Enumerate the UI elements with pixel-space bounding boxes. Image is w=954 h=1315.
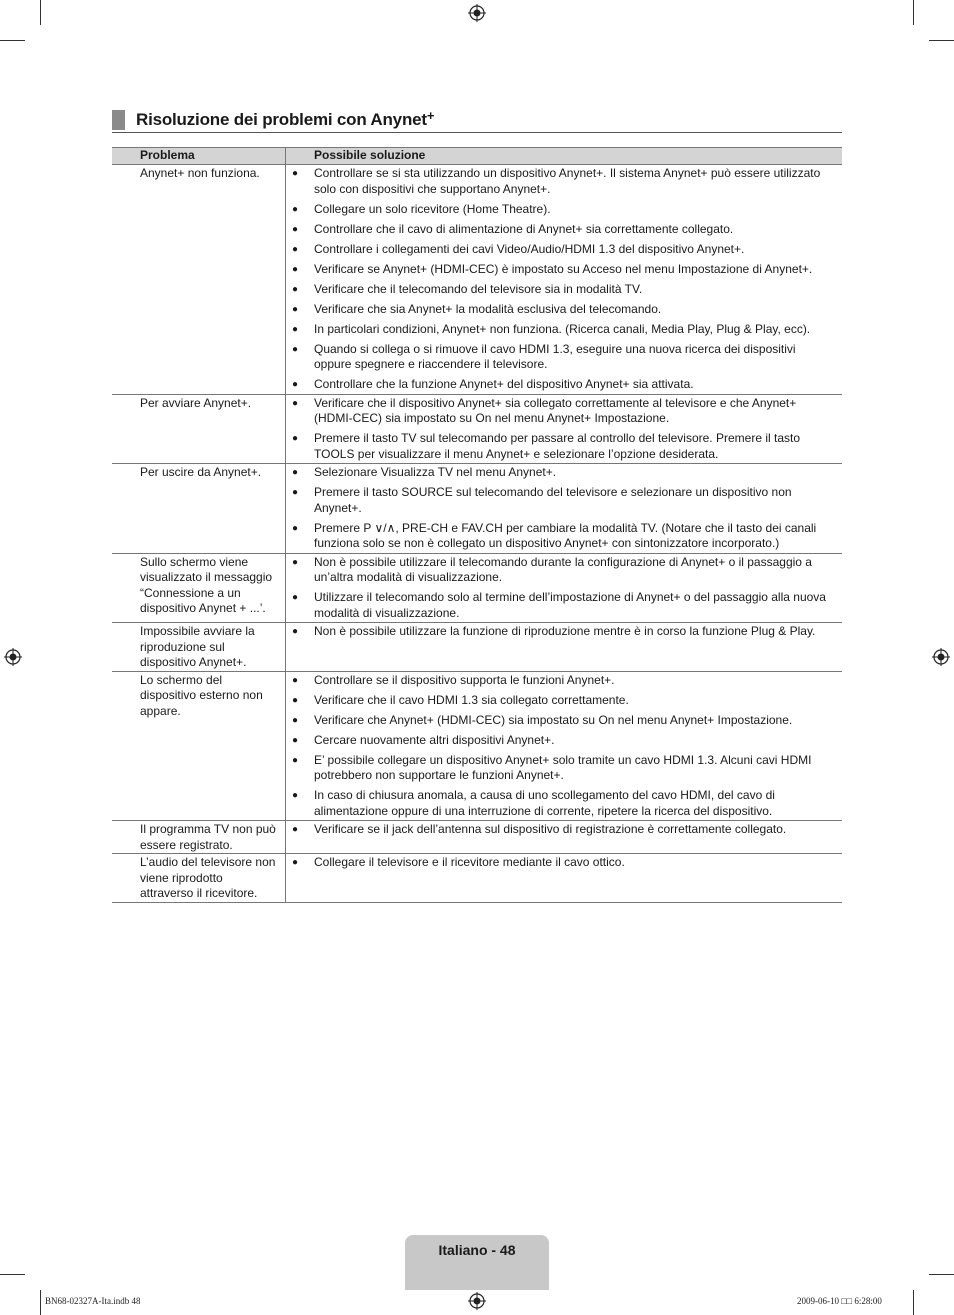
column-header-solution: Possibile soluzione (286, 148, 843, 165)
table-row (112, 671, 842, 821)
bullet-icon: ● (292, 790, 299, 801)
solution-text: Verificare se Anynet+ (HDMI-CEC) è impostato su Acceso nel menu Impostazione di Anynet+. (314, 261, 813, 276)
page-number-box (405, 1235, 549, 1290)
solution-text: Verificare che il dispositivo Anynet+ sia collegato correttamente al televisore e che Anynet+ (HDMI-CEC) sia impostato su On nel menu Anynet+ Impostazione. (314, 395, 797, 425)
solution-item (286, 262, 842, 278)
solution-item (286, 822, 842, 838)
print-slug-right: 2009-06-10 □□ 6:28:00 (797, 1296, 882, 1306)
solution-text: Controllare i collegamenti dei cavi Video/Audio/HDMI 1.3 del dispositivo Anynet+. (314, 241, 745, 256)
solution-text: Utilizzare il telecomando solo al termine dell’impostazione di Anynet+ o del passaggio alla nuova modalità di visualizzazione. (314, 590, 826, 620)
solution-item (286, 624, 842, 640)
print-slug-left: BN68-02327A-Ita.indb 48 (45, 1296, 141, 1306)
solution-text: Controllare se si sta utilizzando un dispositivo Anynet+. Il sistema Anynet+ può essere utilizzato solo con dispositivi che supportano Anynet+. (314, 166, 821, 196)
solution-item (286, 693, 842, 709)
registration-mark-icon (4, 648, 22, 666)
solution-text: Premere il tasto TV sul telecomando per passare al controllo del televisore. Premere il tasto TOOLS per visualizzare il menu Anynet+ e selezionare l’opzione desiderata. (314, 431, 801, 461)
solution-item (286, 713, 842, 729)
problem-cell: Impossibile avviare la riproduzione sul dispositivo Anynet+. (112, 623, 286, 672)
table-row (112, 394, 842, 464)
solution-cell (286, 394, 843, 464)
column-header-problem: Problema (112, 148, 286, 165)
solution-item (286, 431, 842, 462)
bullet-icon: ● (292, 263, 299, 275)
problem-cell: Il programma TV non può essere registrato. (112, 821, 286, 854)
solution-text: Premere P ∨/∧, PRE-CH e FAV.CH per cambiare la modalità TV. (Notare che il tasto dei canali funziona solo se non è collegato un dispositivo Anynet+ con sintonizzatore incorporato.) (314, 520, 817, 550)
solution-item (286, 396, 842, 427)
solution-cell (286, 623, 843, 672)
solution-text: Quando si collega o si rimuove il cavo HDMI 1.3, eseguire una nuova ricerca dei dispositivi oppure spegnere e riaccendere il televisore. (314, 341, 796, 371)
solution-text: Controllare se il dispositivo supporta le funzioni Anynet+. (314, 672, 615, 687)
solution-text: Controllare che il cavo di alimentazione di Anynet+ sia correttamente collegato. (314, 221, 734, 236)
solution-item (286, 673, 842, 689)
problem-cell: Per avviare Anynet+. (112, 394, 286, 464)
bullet-icon: ● (292, 714, 299, 726)
crop-mark (40, 1290, 41, 1315)
solution-item (286, 377, 842, 393)
page-title: Risoluzione dei problemi con Anynet+ (136, 108, 435, 129)
crop-mark (929, 40, 954, 41)
table-header-row (112, 148, 842, 165)
bullet-icon: ● (292, 824, 299, 835)
solution-item (286, 166, 842, 197)
solution-text: Collegare un solo ricevitore (Home Theatre). (314, 201, 551, 216)
crop-mark (0, 40, 25, 41)
solution-list (286, 555, 842, 622)
solution-cell (286, 165, 843, 395)
bullet-icon: ● (292, 522, 299, 534)
bullet-icon: ● (292, 397, 299, 409)
bullet-icon: ● (292, 223, 299, 235)
solution-item (286, 465, 842, 481)
solution-item (286, 222, 842, 238)
table-row (112, 553, 842, 623)
solution-text: Verificare che il telecomando del televisore sia in modalità TV. (314, 281, 643, 296)
bullet-icon: ● (292, 243, 299, 255)
table-body (112, 165, 842, 903)
solution-list (286, 465, 842, 552)
solution-list (286, 822, 842, 838)
solution-item (286, 202, 842, 218)
solution-item (286, 242, 842, 258)
solution-text: Selezionare Visualizza TV nel menu Anynet+. (314, 465, 557, 479)
solution-cell (286, 464, 843, 554)
solution-text: Non è possibile utilizzare la funzione di riproduzione mentre è in corso la funzione Plug & Play. (314, 624, 816, 638)
bullet-icon: ● (292, 379, 299, 390)
bullet-icon: ● (292, 168, 299, 179)
problem-cell: Lo schermo del dispositivo esterno non appare. (112, 671, 286, 821)
heading-bar (112, 110, 125, 130)
bullet-icon: ● (292, 734, 299, 746)
bullet-icon: ● (292, 467, 299, 478)
solution-text: Verificare che il cavo HDMI 1.3 sia collegato correttamente. (314, 692, 629, 707)
crop-mark (40, 0, 41, 25)
bullet-icon: ● (292, 626, 299, 637)
bullet-icon: ● (292, 694, 299, 706)
solution-list (286, 624, 842, 640)
registration-mark-icon (932, 648, 950, 666)
solution-list (286, 673, 842, 820)
bullet-icon: ● (292, 674, 299, 686)
solution-item (286, 342, 842, 373)
solution-item (286, 590, 842, 621)
table-row (112, 854, 842, 903)
table-row (112, 165, 842, 395)
solution-item (286, 855, 842, 871)
crop-mark (913, 0, 914, 25)
problem-cell: Sullo schermo viene visualizzato il messaggio “Connessione a un dispositivo Anynet + ...’. (112, 553, 286, 623)
bullet-icon: ● (292, 203, 299, 215)
solution-item (286, 302, 842, 318)
troubleshooting-table (112, 147, 842, 903)
solution-list (286, 855, 842, 871)
bullet-icon: ● (292, 283, 299, 295)
crop-mark (913, 1290, 914, 1315)
solution-text: Verificare se il jack dell’antenna sul dispositivo di registrazione è correttamente collegato. (314, 822, 787, 836)
solution-item (286, 733, 842, 749)
solution-text: Cercare nuovamente altri dispositivi Anynet+. (314, 732, 555, 747)
solution-text: Non è possibile utilizzare il telecomando durante la configurazione di Anynet+ o il passaggio a un’altra modalità di visualizzazione. (314, 554, 812, 584)
bullet-icon: ● (292, 556, 299, 568)
registration-mark-icon (468, 4, 486, 22)
problem-cell: L’audio del televisore non viene riprodotto attraverso il ricevitore. (112, 854, 286, 903)
bullet-icon: ● (292, 303, 299, 315)
solution-text: Verificare che sia Anynet+ la modalità esclusiva del telecomando. (314, 301, 662, 316)
problem-cell: Per uscire da Anynet+. (112, 464, 286, 554)
bullet-icon: ● (292, 323, 299, 335)
bullet-icon: ● (292, 433, 299, 444)
solution-item (286, 485, 842, 516)
solution-text: Controllare che la funzione Anynet+ del dispositivo Anynet+ sia attivata. (314, 377, 694, 391)
problem-cell: Anynet+ non funziona. (112, 165, 286, 395)
solution-list (286, 396, 842, 463)
solution-item (286, 322, 842, 338)
section-heading (112, 108, 842, 133)
solution-cell (286, 854, 843, 903)
solution-item (286, 753, 842, 784)
solution-text: Verificare che Anynet+ (HDMI-CEC) sia impostato su On nel menu Anynet+ Impostazione. (314, 712, 793, 727)
solution-item (286, 521, 842, 552)
table-row (112, 464, 842, 554)
page-number: Italiano - 48 (438, 1242, 516, 1258)
solution-text: Collegare il televisore e il ricevitore mediante il cavo ottico. (314, 855, 625, 869)
solution-text: Premere il tasto SOURCE sul telecomando del televisore e selezionare un dispositivo non Anynet+. (314, 485, 792, 515)
crop-mark (0, 1274, 25, 1275)
bullet-icon: ● (292, 592, 299, 603)
solution-cell (286, 553, 843, 623)
solution-item (286, 788, 842, 819)
solution-list (286, 166, 842, 393)
solution-item (286, 555, 842, 586)
registration-mark-icon (468, 1292, 486, 1310)
bullet-icon: ● (292, 487, 299, 498)
solution-text: E’ possibile collegare un dispositivo Anynet+ solo tramite un cavo HDMI 1.3. Alcuni cavi HDMI potrebbero non supportare le funzioni Anynet+. (314, 752, 812, 782)
table-row (112, 821, 842, 854)
solution-cell (286, 671, 843, 821)
bullet-icon: ● (292, 857, 299, 868)
bullet-icon: ● (292, 754, 299, 766)
solution-item (286, 282, 842, 298)
solution-text: In particolari condizioni, Anynet+ non funziona. (Ricerca canali, Media Play, Plug & Play, ecc). (314, 321, 811, 336)
solution-text: In caso di chiusura anomala, a causa di uno scollegamento del cavo HDMI, del cavo di alimentazione oppure di una interruzione di corrente, ripetere la ricerca del dispositivo. (314, 788, 775, 818)
bullet-icon: ● (292, 343, 299, 355)
solution-cell (286, 821, 843, 854)
table-row (112, 623, 842, 672)
crop-mark (929, 1274, 954, 1275)
